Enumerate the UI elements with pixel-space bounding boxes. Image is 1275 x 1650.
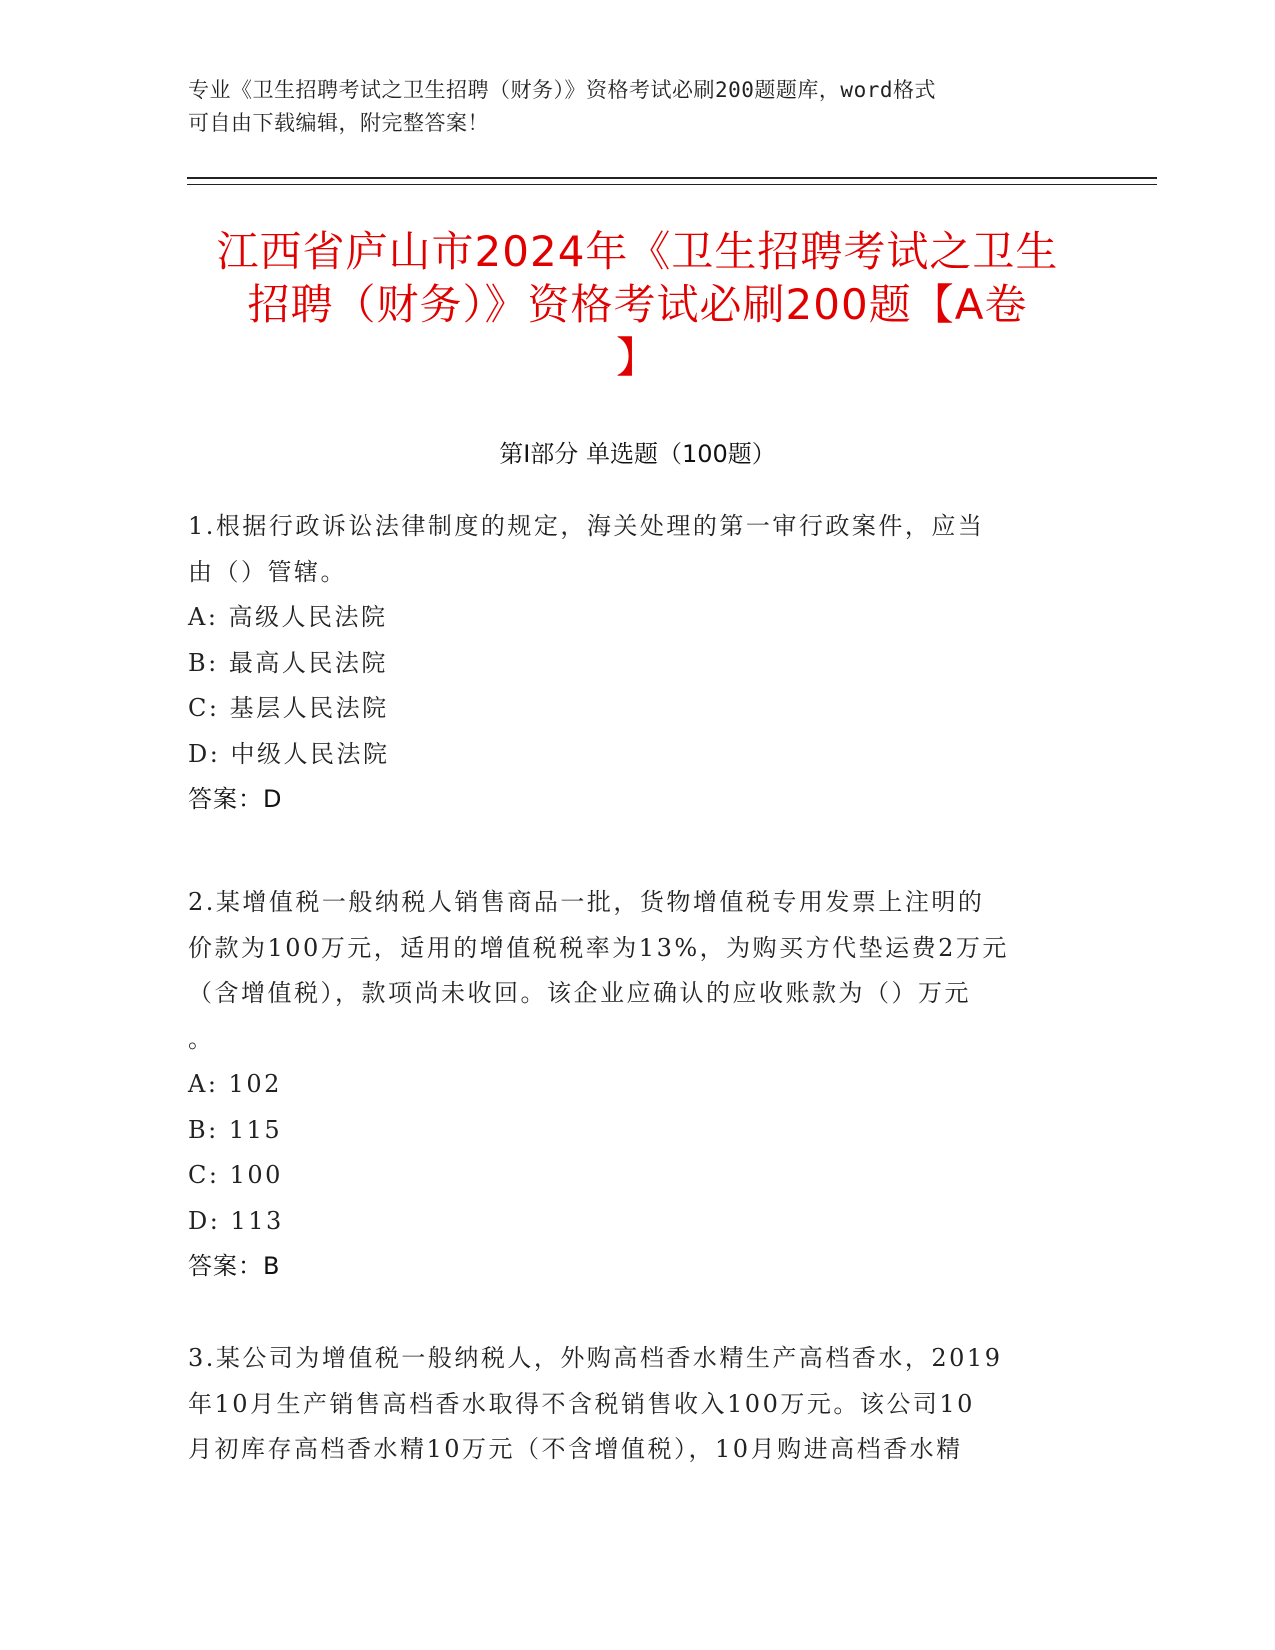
- document-title: [175, 225, 1100, 384]
- header-note: [188, 74, 1088, 140]
- question-3: [188, 1336, 1088, 1473]
- question-2-stem-line-1: 2.某增值税一般纳税人销售商品一批，货物增值税专用发票上注明的: [188, 888, 985, 916]
- question-3-stem-line-1: 3.某公司为增值税一般纳税人，外购高档香水精生产高档香水，2019: [188, 1344, 1003, 1372]
- document-title-line-2: 招聘（财务）》资格考试必刷200题【A卷: [247, 280, 1028, 329]
- header-divider-thick: [187, 177, 1157, 179]
- header-divider-thin: [187, 184, 1157, 185]
- section-heading: 第Ⅰ部分 单选题（100题）: [499, 440, 776, 468]
- question-2-stem-line-4: 。: [188, 1024, 215, 1053]
- question-1-stem-line-1: 1.根据行政诉讼法律制度的规定，海关处理的第一审行政案件，应当: [188, 512, 985, 540]
- question-1-answer: 答案：D: [188, 785, 283, 813]
- question-1-option-c: C: 基层人民法院: [188, 694, 389, 722]
- header-note-line-1: 专业《卫生招聘考试之卫生招聘（财务）》资格考试必刷200题题库，word格式: [188, 78, 936, 102]
- question-2-option-a: A: 102: [188, 1070, 282, 1098]
- question-2-stem-line-2: 价款为100万元，适用的增值税税率为13%，为购买方代垫运费2万元: [188, 933, 1009, 962]
- question-2-option-b: B: 115: [188, 1115, 283, 1144]
- question-2: [188, 880, 1088, 1290]
- question-3-stem-line-2: 年10月生产销售高档香水取得不含税销售收入100万元。该公司10: [188, 1389, 975, 1418]
- question-3-stem-line-3: 月初库存高档香水精10万元（不含增值税），10月购进高档香水精: [188, 1435, 963, 1463]
- document-title-line-3: 】: [615, 333, 659, 382]
- question-1-option-d: D: 中级人民法院: [188, 739, 390, 768]
- question-2-answer: 答案：B: [188, 1252, 281, 1280]
- question-1-stem-line-2: 由（）管辖。: [188, 557, 347, 586]
- question-2-option-d: D: 113: [188, 1206, 284, 1235]
- question-2-option-c: C: 100: [188, 1161, 283, 1189]
- document-title-line-1: 江西省庐山市2024年《卫生招聘考试之卫生: [216, 227, 1059, 276]
- question-1-option-b: B: 最高人民法院: [188, 648, 388, 677]
- question-1: [188, 504, 1088, 823]
- question-1-option-a: A: 高级人民法院: [188, 603, 388, 631]
- question-2-stem-line-3: （含增值税），款项尚未收回。该企业应确认的应收账款为（）万元: [188, 979, 971, 1007]
- header-note-line-2: 可自由下载编辑，附完整答案！: [188, 111, 489, 135]
